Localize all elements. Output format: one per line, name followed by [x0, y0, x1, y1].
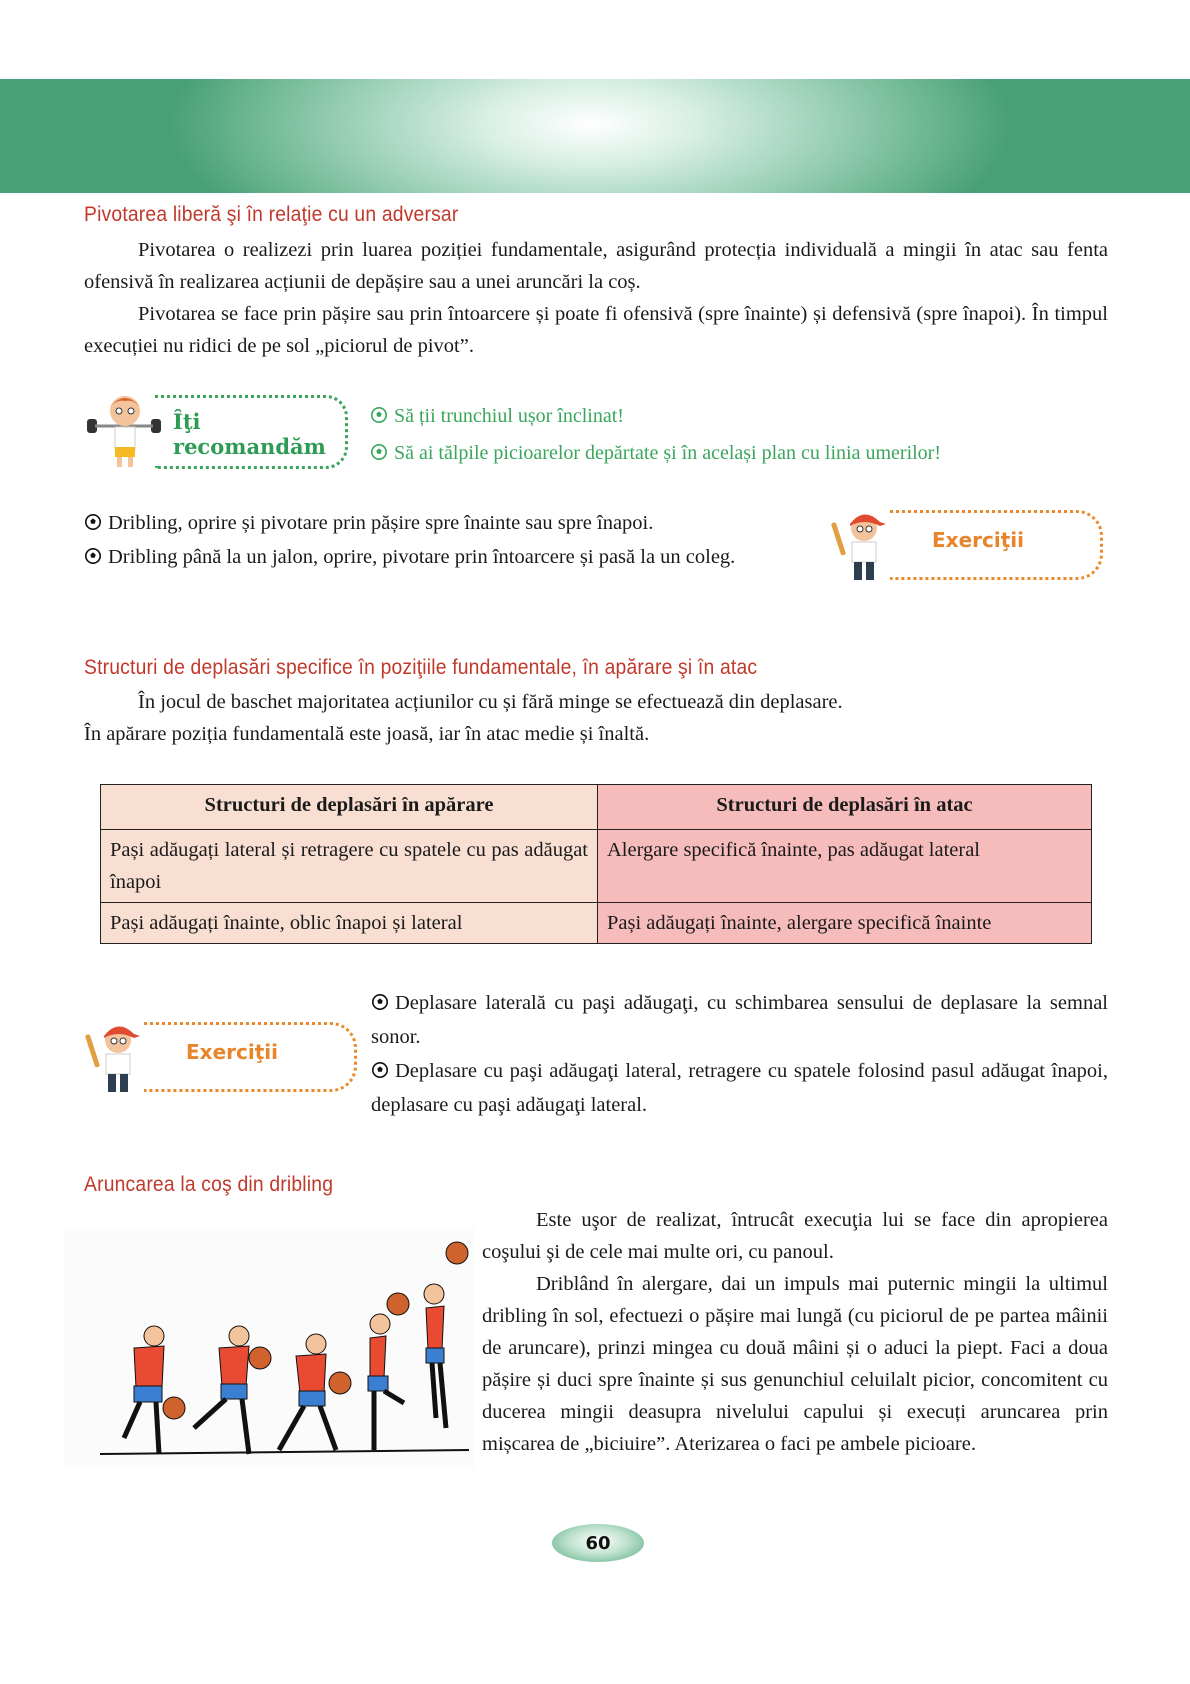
exercises-label: Exerciţii — [186, 1040, 278, 1064]
table-cell: Pași adăugați înainte, oblic înapoi și lateral — [101, 903, 598, 944]
exercises-callout-1 — [830, 502, 1110, 582]
layup-sequence-illustration — [64, 1228, 474, 1468]
paragraph: În jocul de baschet majoritatea acțiunilor cu și fără minge se efectuează din deplasare. — [138, 691, 843, 713]
table-cell: Pași adăugați înainte, alergare specifică înainte — [598, 903, 1092, 944]
paragraph: Driblând în alergare, dai un impuls mai puternic mingii la ultimul dribling în sol, efectuezi o pășire mai lungă (cu piciorul de pe partea mâinii de aruncare), prinzi mingea cu două mâini și o aduci la piept. Faci a doua pășire și duci spre înainte și sus genunchiul celuilalt picior, concomitent cu ducerea mingii deasupra nivelului capului și execuți aruncarea prin mișcarea de „biciuire”. Aterizarea o faci pe ambele picioare. — [482, 1273, 1108, 1455]
table-header-attack: Structuri de deplasări în atac — [598, 785, 1092, 830]
section-title-pivot: Pivotarea liberă şi în relaţie cu un adversar — [84, 203, 459, 226]
section-title-movement: Structuri de deplasări specifice în poziţiile fundamentale, în apărare şi în atac — [84, 656, 758, 679]
soccer-ball-icon — [371, 1061, 389, 1079]
soccer-ball-icon — [370, 443, 388, 461]
recommend-list — [370, 398, 941, 472]
recommend-callout — [85, 389, 353, 469]
recommend-item: Să ai tălpile picioarelor depărtate și în același plan cu linia umerilor! — [370, 435, 941, 472]
section-title-layup: Aruncarea la coş din dribling — [84, 1173, 334, 1196]
exercises-callout-2 — [84, 1014, 364, 1094]
table-header-row — [101, 785, 1092, 830]
weightlifter-boy-icon — [85, 389, 165, 469]
table-cell: Alergare specifică înainte, pas adăugat lateral — [598, 830, 1092, 903]
paragraph: Pivotarea o realizezi prin luarea poziției fundamentale, asigurând protecția individuală a mingii în atac sau fenta ofensivă în realizarea acțiunii de depășire sau a unei aruncări la coș. — [84, 239, 1108, 293]
header-band — [0, 79, 1190, 193]
page-number: 60 — [552, 1524, 644, 1562]
table-header-defense: Structuri de deplasări în apărare — [101, 785, 598, 830]
soccer-ball-icon — [84, 547, 102, 565]
exercise-list-1 — [84, 506, 800, 574]
soccer-ball-icon — [371, 993, 389, 1011]
recommend-item: Să ții trunchiul ușor înclinat! — [370, 398, 941, 435]
exercises-label: Exerciţii — [932, 528, 1024, 552]
soccer-ball-icon — [84, 513, 102, 531]
exercise-list-2 — [371, 986, 1108, 1122]
exercise-item: Deplasare laterală cu paşi adăugaţi, cu schimbarea sensului de deplasare la semnal sonor. — [371, 992, 1108, 1048]
exercise-item: Deplasare cu paşi adăugaţi lateral, retragere cu spatele folosind pasul adăugat înapoi, deplasare cu paşi adăugaţi lateral. — [371, 1060, 1108, 1116]
exercise-item: Dribling până la un jalon, oprire, pivotare prin întoarcere și pasă la un coleg. — [84, 540, 800, 574]
table-cell: Pași adăugați lateral și retragere cu spatele cu pas adăugat înapoi — [101, 830, 598, 903]
table-row — [101, 903, 1092, 944]
recommend-label: Îţi recomandăm — [173, 409, 326, 459]
exercise-item: Dribling, oprire și pivotare prin pășire spre înainte sau spre înapoi. — [84, 506, 800, 540]
soccer-ball-icon — [370, 406, 388, 424]
paragraph: În apărare poziția fundamentală este joasă, iar în atac medie și înaltă. — [84, 723, 650, 745]
paragraph: Pivotarea se face prin pășire sau prin întoarcere și poate fi ofensivă (spre înainte) și defensivă (spre înapoi). În timpul execuției nu ridici de pe sol „piciorul de pivot”. — [84, 303, 1108, 357]
movement-structures-table — [100, 784, 1092, 944]
table-row — [101, 830, 1092, 903]
paragraph: Este uşor de realizat, întrucât execuţia lui se face din apropierea coşului şi de cele mai multe ori, cu panoul. — [482, 1209, 1108, 1263]
